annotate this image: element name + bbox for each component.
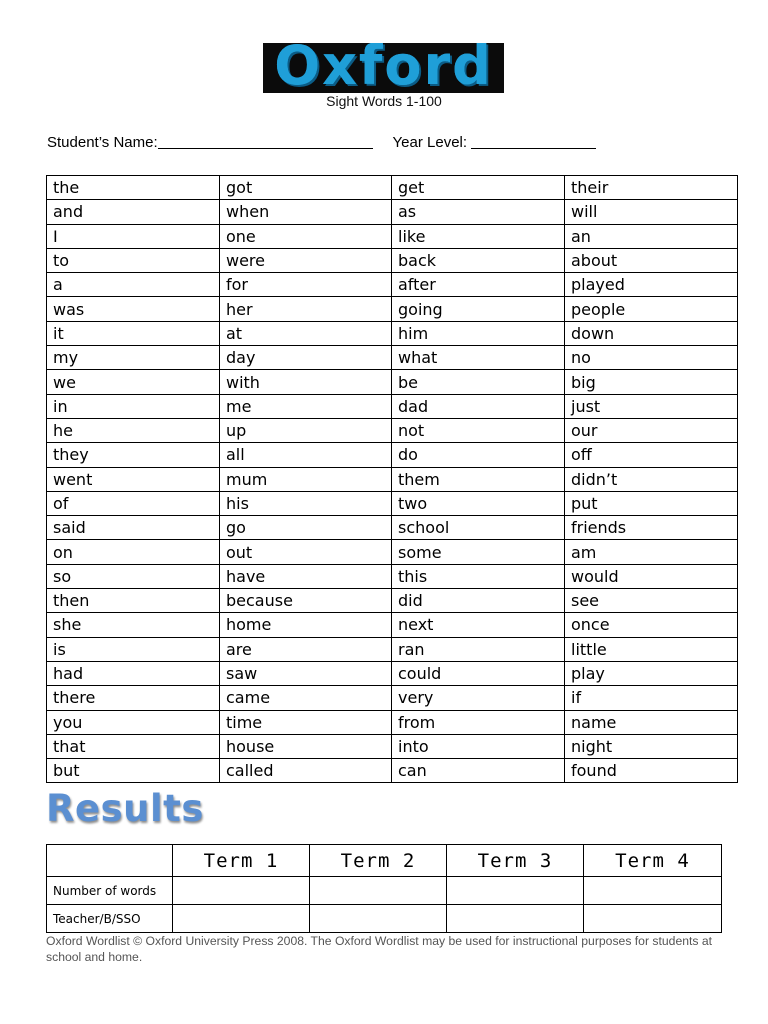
- word-cell: a: [47, 273, 220, 297]
- word-cell: the: [47, 176, 220, 200]
- word-cell: very: [392, 686, 565, 710]
- word-cell: saw: [220, 661, 392, 685]
- word-cell: but: [47, 759, 220, 783]
- word-cell: next: [392, 613, 565, 637]
- word-cell: into: [392, 734, 565, 758]
- word-cell: are: [220, 637, 392, 661]
- word-cell: didn’t: [565, 467, 738, 491]
- word-cell: them: [392, 467, 565, 491]
- word-row: [47, 467, 738, 491]
- word-cell: it: [47, 321, 220, 345]
- word-cell: our: [565, 418, 738, 442]
- results-entry-cell[interactable]: [447, 877, 584, 905]
- word-row: [47, 516, 738, 540]
- word-row: [47, 297, 738, 321]
- word-cell: their: [565, 176, 738, 200]
- word-cell: were: [220, 248, 392, 272]
- word-cell: out: [220, 540, 392, 564]
- word-cell: his: [220, 491, 392, 515]
- word-cell: play: [565, 661, 738, 685]
- word-cell: when: [220, 200, 392, 224]
- word-cell: mum: [220, 467, 392, 491]
- word-cell: with: [220, 370, 392, 394]
- results-row: [47, 905, 722, 933]
- word-cell: could: [392, 661, 565, 685]
- results-row: [47, 877, 722, 905]
- results-header-row: [47, 845, 722, 877]
- word-cell: me: [220, 394, 392, 418]
- term-header: Term 4: [584, 845, 722, 877]
- word-cell: what: [392, 346, 565, 370]
- word-row: [47, 273, 738, 297]
- word-cell: night: [565, 734, 738, 758]
- word-cell: school: [392, 516, 565, 540]
- copyright-footer: Oxford Wordlist © Oxford University Press 2008. The Oxford Wordlist may be used for instructional purposes for students at school and home.: [46, 934, 713, 964]
- word-cell: house: [220, 734, 392, 758]
- word-cell: no: [565, 346, 738, 370]
- word-cell: all: [220, 443, 392, 467]
- word-cell: said: [47, 516, 220, 540]
- results-entry-cell[interactable]: [584, 905, 722, 933]
- word-cell: if: [565, 686, 738, 710]
- word-cell: put: [565, 491, 738, 515]
- word-row: [47, 637, 738, 661]
- word-row: [47, 370, 738, 394]
- word-cell: she: [47, 613, 220, 637]
- results-corner-cell: [47, 845, 173, 877]
- word-row: [47, 248, 738, 272]
- results-entry-cell[interactable]: [310, 877, 447, 905]
- student-fields: [47, 134, 596, 151]
- word-cell: day: [220, 346, 392, 370]
- word-cell: do: [392, 443, 565, 467]
- word-cell: dad: [392, 394, 565, 418]
- word-cell: back: [392, 248, 565, 272]
- word-cell: of: [47, 491, 220, 515]
- word-cell: little: [565, 637, 738, 661]
- word-row: [47, 759, 738, 783]
- word-cell: up: [220, 418, 392, 442]
- student-name-label: Student’s Name:: [47, 134, 158, 151]
- word-cell: about: [565, 248, 738, 272]
- row-label: Teacher/B/SSO: [47, 905, 173, 933]
- word-cell: you: [47, 710, 220, 734]
- word-cell: because: [220, 589, 392, 613]
- word-cell: be: [392, 370, 565, 394]
- results-table: [46, 844, 722, 933]
- word-cell: got: [220, 176, 392, 200]
- word-cell: found: [565, 759, 738, 783]
- results-entry-cell[interactable]: [173, 905, 310, 933]
- word-cell: one: [220, 224, 392, 248]
- word-cell: him: [392, 321, 565, 345]
- word-cell: like: [392, 224, 565, 248]
- word-cell: there: [47, 686, 220, 710]
- word-cell: not: [392, 418, 565, 442]
- logo-text: Oxford: [274, 43, 493, 93]
- word-cell: played: [565, 273, 738, 297]
- word-cell: big: [565, 370, 738, 394]
- word-cell: people: [565, 297, 738, 321]
- word-cell: so: [47, 564, 220, 588]
- results-entry-cell[interactable]: [447, 905, 584, 933]
- results-heading: Results: [46, 787, 204, 830]
- word-cell: friends: [565, 516, 738, 540]
- word-row: [47, 394, 738, 418]
- word-cell: after: [392, 273, 565, 297]
- word-cell: at: [220, 321, 392, 345]
- word-cell: is: [47, 637, 220, 661]
- word-cell: and: [47, 200, 220, 224]
- word-cell: see: [565, 589, 738, 613]
- word-cell: did: [392, 589, 565, 613]
- word-row: [47, 443, 738, 467]
- word-cell: they: [47, 443, 220, 467]
- word-cell: an: [565, 224, 738, 248]
- word-cell: he: [47, 418, 220, 442]
- word-row: [47, 686, 738, 710]
- term-header: Term 1: [173, 845, 310, 877]
- word-cell: home: [220, 613, 392, 637]
- sight-words-table: [46, 175, 738, 783]
- word-row: [47, 418, 738, 442]
- term-header: Term 2: [310, 845, 447, 877]
- student-name-field[interactable]: [158, 134, 373, 149]
- word-cell: this: [392, 564, 565, 588]
- oxford-logo: [263, 43, 504, 93]
- word-cell: came: [220, 686, 392, 710]
- word-row: [47, 564, 738, 588]
- word-row: [47, 734, 738, 758]
- word-cell: going: [392, 297, 565, 321]
- word-cell: can: [392, 759, 565, 783]
- word-row: [47, 710, 738, 734]
- word-cell: that: [47, 734, 220, 758]
- term-header: Term 3: [447, 845, 584, 877]
- word-cell: we: [47, 370, 220, 394]
- word-cell: in: [47, 394, 220, 418]
- word-cell: my: [47, 346, 220, 370]
- word-cell: from: [392, 710, 565, 734]
- word-cell: for: [220, 273, 392, 297]
- word-cell: would: [565, 564, 738, 588]
- word-cell: on: [47, 540, 220, 564]
- word-row: [47, 224, 738, 248]
- word-cell: down: [565, 321, 738, 345]
- word-cell: will: [565, 200, 738, 224]
- results-entry-cell[interactable]: [310, 905, 447, 933]
- word-cell: am: [565, 540, 738, 564]
- word-row: [47, 589, 738, 613]
- word-cell: time: [220, 710, 392, 734]
- word-cell: name: [565, 710, 738, 734]
- word-cell: get: [392, 176, 565, 200]
- word-cell: off: [565, 443, 738, 467]
- word-cell: as: [392, 200, 565, 224]
- word-row: [47, 491, 738, 515]
- word-row: [47, 176, 738, 200]
- results-entry-cell[interactable]: [173, 877, 310, 905]
- word-cell: then: [47, 589, 220, 613]
- word-cell: went: [47, 467, 220, 491]
- word-row: [47, 200, 738, 224]
- results-entry-cell[interactable]: [584, 877, 722, 905]
- word-cell: just: [565, 394, 738, 418]
- word-cell: ran: [392, 637, 565, 661]
- word-cell: go: [220, 516, 392, 540]
- word-cell: was: [47, 297, 220, 321]
- row-label: Number of words: [47, 877, 173, 905]
- word-row: [47, 346, 738, 370]
- word-cell: some: [392, 540, 565, 564]
- word-cell: had: [47, 661, 220, 685]
- word-cell: have: [220, 564, 392, 588]
- word-row: [47, 613, 738, 637]
- word-cell: two: [392, 491, 565, 515]
- word-cell: called: [220, 759, 392, 783]
- document-title: Sight Words 1-100: [326, 93, 442, 109]
- word-row: [47, 321, 738, 345]
- year-level-label: Year Level:: [392, 134, 468, 151]
- word-row: [47, 661, 738, 685]
- word-cell: to: [47, 248, 220, 272]
- year-level-field[interactable]: [471, 134, 596, 149]
- word-row: [47, 540, 738, 564]
- word-cell: I: [47, 224, 220, 248]
- word-cell: once: [565, 613, 738, 637]
- word-cell: her: [220, 297, 392, 321]
